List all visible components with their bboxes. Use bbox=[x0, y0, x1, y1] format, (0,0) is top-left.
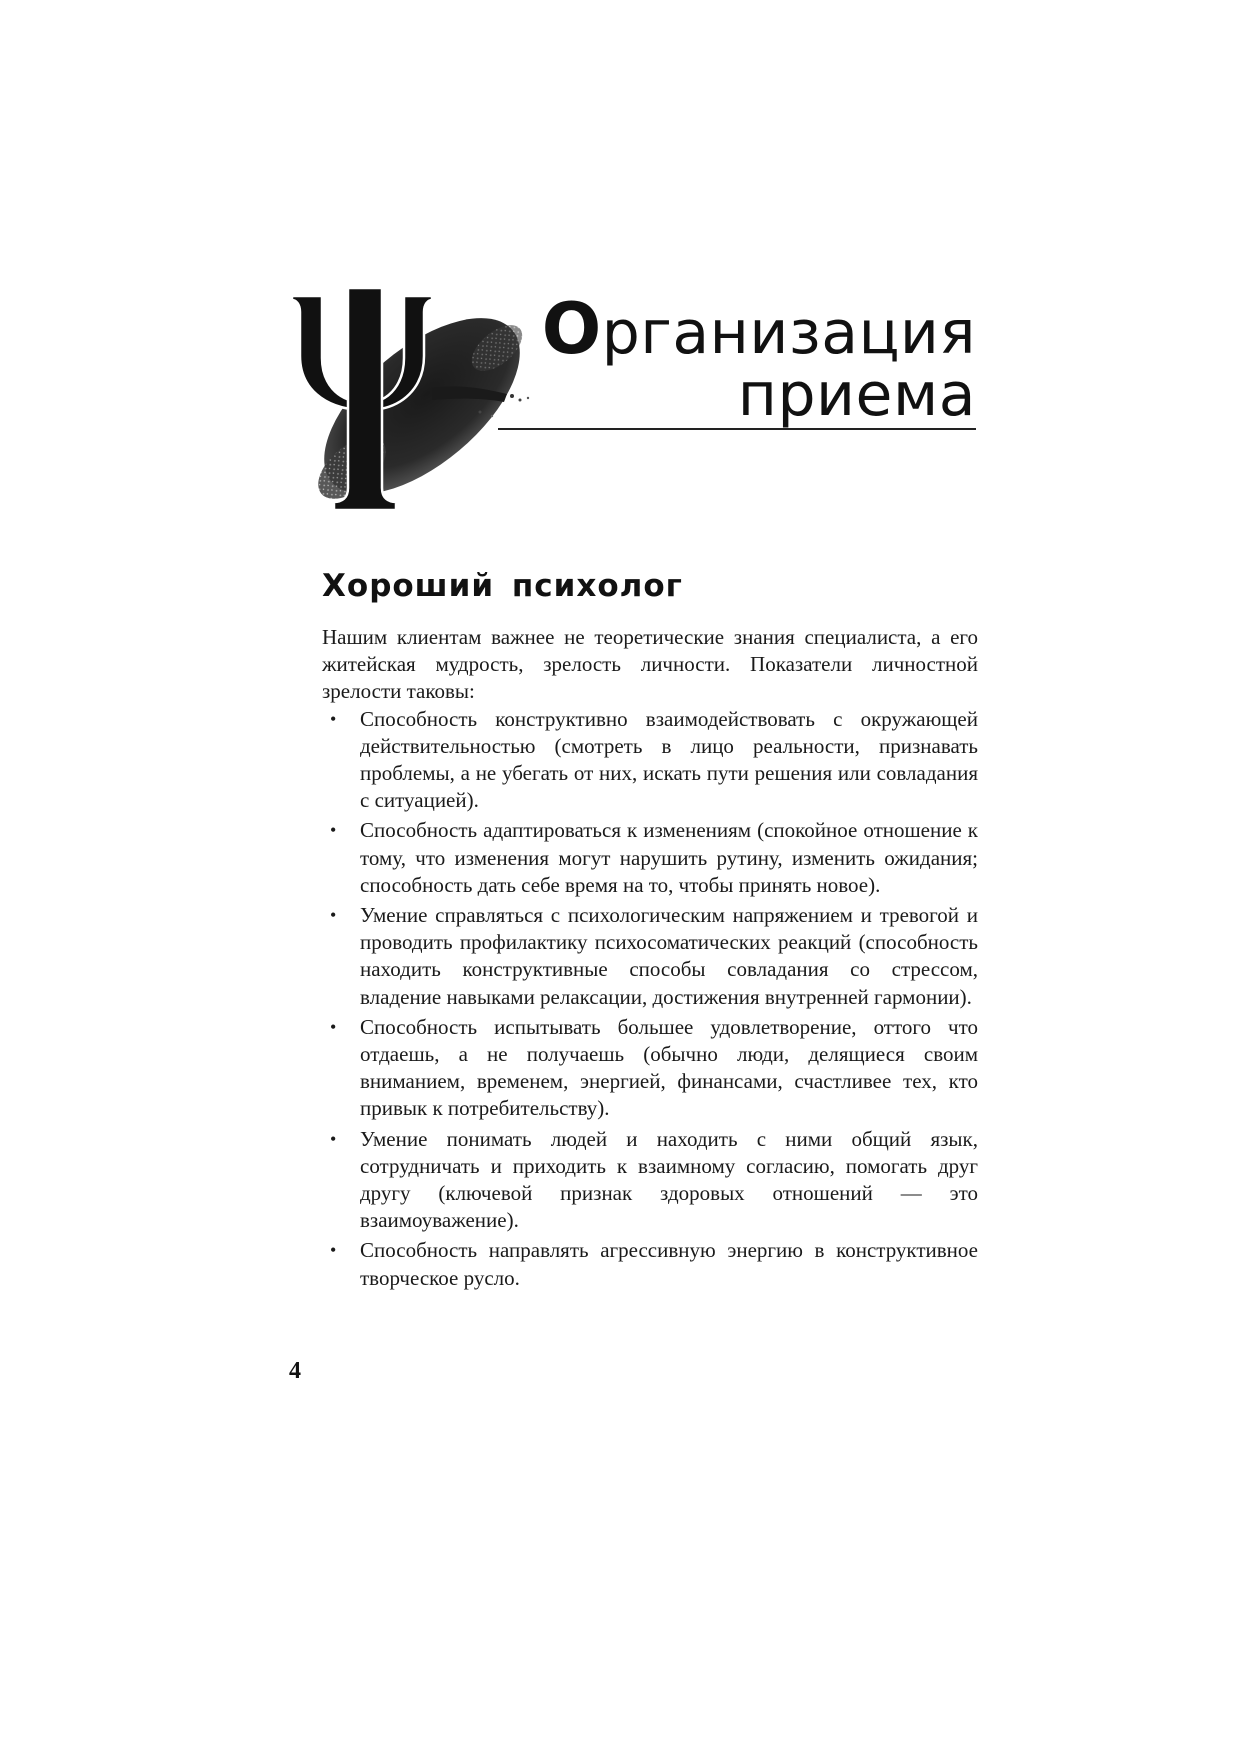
list-item-text: Способность направлять агрессивную энергию в конструктивное творческое русло. bbox=[360, 1238, 978, 1290]
chapter-title-line-2: приема bbox=[737, 360, 976, 430]
list-item bbox=[330, 1126, 978, 1235]
intro-text: Нашим клиентам важнее не теоретические знания специалиста, а его житейская мудрость, зрелость личности. Показатели личностной зрелости таковы: bbox=[322, 625, 978, 704]
bullet-icon: • bbox=[330, 1128, 337, 1149]
intro-paragraph bbox=[322, 624, 978, 706]
chapter-title bbox=[520, 288, 976, 430]
maturity-indicators-list bbox=[322, 706, 978, 1292]
list-item bbox=[330, 706, 978, 815]
list-item-text: Умение справляться с психологическим напряжением и тревогой и проводить профилактику психосоматических реакций (способность находить конструктивные способы совладания со стрессом, владение навыками релаксации, достижения внутренней гармонии). bbox=[360, 903, 978, 1009]
bullet-icon: • bbox=[330, 708, 337, 729]
bullet-icon: • bbox=[330, 1240, 337, 1261]
chapter-title-rule bbox=[498, 428, 976, 430]
bullet-icon: • bbox=[330, 1016, 337, 1037]
list-item bbox=[330, 817, 978, 899]
bullet-icon: • bbox=[330, 905, 337, 926]
list-item-text: Способность адаптироваться к изменениям (спокойное отношение к тому, что изменения могут нарушить рутину, изменить ожидания; способность дать себе время на то, чтобы принять новое). bbox=[360, 818, 978, 897]
body-text bbox=[322, 624, 978, 1295]
list-item bbox=[330, 902, 978, 1011]
bullet-icon: • bbox=[330, 820, 337, 841]
list-item-text: Способность испытывать большее удовлетворение, оттого что отдаешь, а не получаешь (обычно люди, делящиеся своим вниманием, временем, энергией, финансами, счастливее тех, кто привык к потребительству). bbox=[360, 1014, 978, 1121]
chapter-title-line-1-rest: рганизация bbox=[601, 298, 976, 368]
list-item bbox=[330, 1014, 978, 1123]
section-heading: Хороший психолог bbox=[322, 568, 683, 604]
chapter-title-initial: О bbox=[541, 288, 602, 370]
page-number: 4 bbox=[289, 1358, 301, 1384]
psi-emblem-icon bbox=[282, 288, 542, 518]
list-item-text: Умение понимать людей и находить с ними общий язык, сотрудничать и приходить к взаимному согласию, помогать друг другу (ключевой признак здоровых отношений — это взаимоуважение). bbox=[360, 1126, 978, 1233]
list-item bbox=[330, 1237, 978, 1291]
chapter-title-line-1 bbox=[520, 288, 976, 370]
list-item-text: Способность конструктивно взаимодействовать с окружающей действительностью (смотреть в лицо реальности, признавать проблемы, а не убегать от них, искать пути решения или совладания с ситуацией). bbox=[360, 706, 978, 813]
